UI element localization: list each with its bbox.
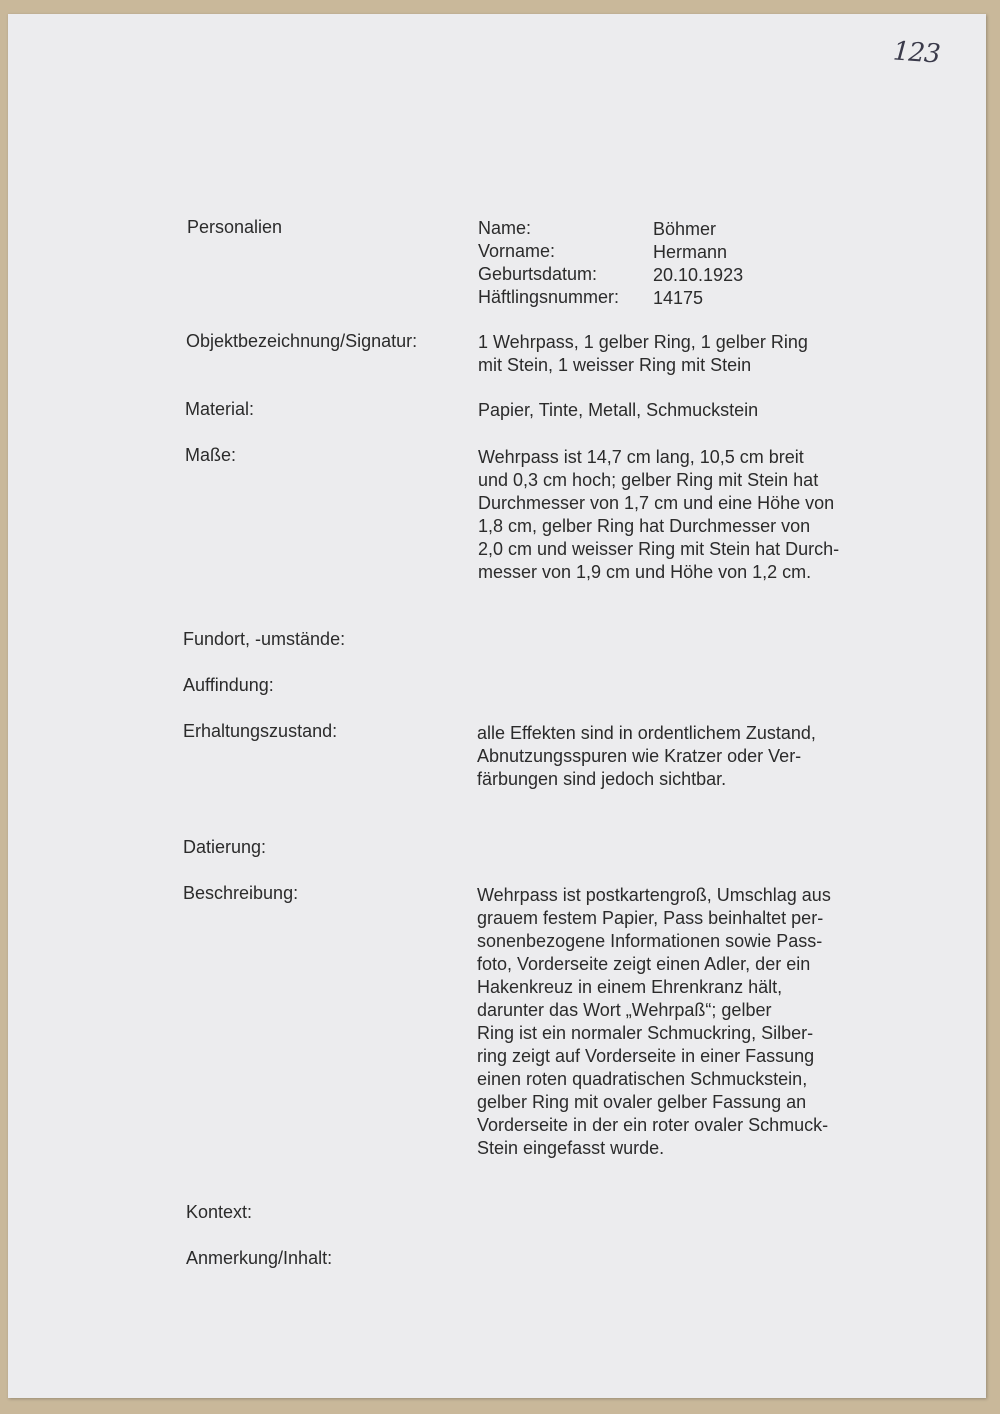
label-anmerkung: Anmerkung/Inhalt: (186, 1248, 333, 1268)
text-line: 2,0 cm und weisser Ring mit Stein hat Durch- (478, 539, 840, 559)
field-value-vorname: Hermann (653, 242, 728, 262)
text-line: und 0,3 cm hoch; gelber Ring mit Stein hat (478, 470, 819, 490)
text-line: darunter das Wort „Wehrpaß“; gelber (477, 1000, 772, 1020)
text-line: alle Effekten sind in ordentlichem Zustand, (477, 723, 816, 743)
value-objektbezeichnung (478, 331, 808, 377)
label-auffindung: Auffindung: (183, 675, 274, 695)
text-line: grauem festem Papier, Pass beinhaltet per- (477, 908, 824, 928)
label-erhaltungszustand: Erhaltungszustand: (183, 721, 338, 741)
label-material: Material: (185, 399, 255, 419)
text-line: Wehrpass ist postkartengroß, Umschlag aus (477, 885, 831, 905)
field-key-vorname: Vorname: (478, 241, 556, 261)
text-line: 1,8 cm, gelber Ring hat Durchmesser von (478, 516, 811, 536)
text-line: färbungen sind jedoch sichtbar. (477, 769, 727, 789)
value-material (478, 399, 758, 422)
field-value-geburtsdatum: 20.10.1923 (653, 265, 744, 285)
field-key-name: Name: (478, 218, 532, 238)
text-line: mit Stein, 1 weisser Ring mit Stein (478, 355, 752, 375)
text-line: Durchmesser von 1,7 cm und eine Höhe von (478, 493, 835, 513)
text-line: foto, Vorderseite zeigt einen Adler, der ein (477, 954, 811, 974)
text-line: Papier, Tinte, Metall, Schmuckstein (478, 400, 759, 420)
handwritten-page-number: 123 (892, 36, 941, 70)
text-line: Stein eingefasst wurde. (477, 1138, 665, 1158)
label-kontext: Kontext: (186, 1202, 253, 1222)
text-line: sonenbezogene Informationen sowie Pass- (477, 931, 823, 951)
label-fundort: Fundort, -umstände: (183, 629, 346, 649)
text-line: gelber Ring mit ovaler gelber Fassung an (477, 1092, 807, 1112)
text-line: 1 Wehrpass, 1 gelber Ring, 1 gelber Ring (478, 332, 808, 352)
label-beschreibung: Beschreibung: (183, 883, 299, 903)
text-line: einen roten quadratischen Schmuckstein, (477, 1069, 808, 1089)
field-key-haeftlingsnummer: Häftlingsnummer: (478, 287, 620, 307)
text-line: Hakenkreuz in einem Ehrenkranz hält, (477, 977, 783, 997)
field-key-geburtsdatum: Geburtsdatum: (478, 264, 598, 284)
field-value-name: Böhmer (653, 219, 717, 239)
text-line: Vorderseite in der ein roter ovaler Schmuck- (477, 1115, 829, 1135)
label-personalien: Personalien (187, 217, 283, 237)
text-line: Wehrpass ist 14,7 cm lang, 10,5 cm breit (478, 447, 804, 467)
value-erhaltungszustand (477, 722, 816, 791)
text-line: Abnutzungsspuren wie Kratzer oder Ver- (477, 746, 802, 766)
text-line: messer von 1,9 cm und Höhe von 1,2 cm. (478, 562, 812, 582)
label-masse: Maße: (185, 445, 237, 465)
value-masse (478, 446, 839, 584)
text-line: ring zeigt auf Vorderseite in einer Fassung (477, 1046, 815, 1066)
field-value-haeftlingsnummer: 14175 (653, 288, 704, 308)
label-objektbezeichnung: Objektbezeichnung/Signatur: (186, 331, 418, 351)
label-datierung: Datierung: (183, 837, 267, 857)
text-line: Ring ist ein normaler Schmuckring, Silber- (477, 1023, 814, 1043)
value-beschreibung (477, 884, 831, 1160)
